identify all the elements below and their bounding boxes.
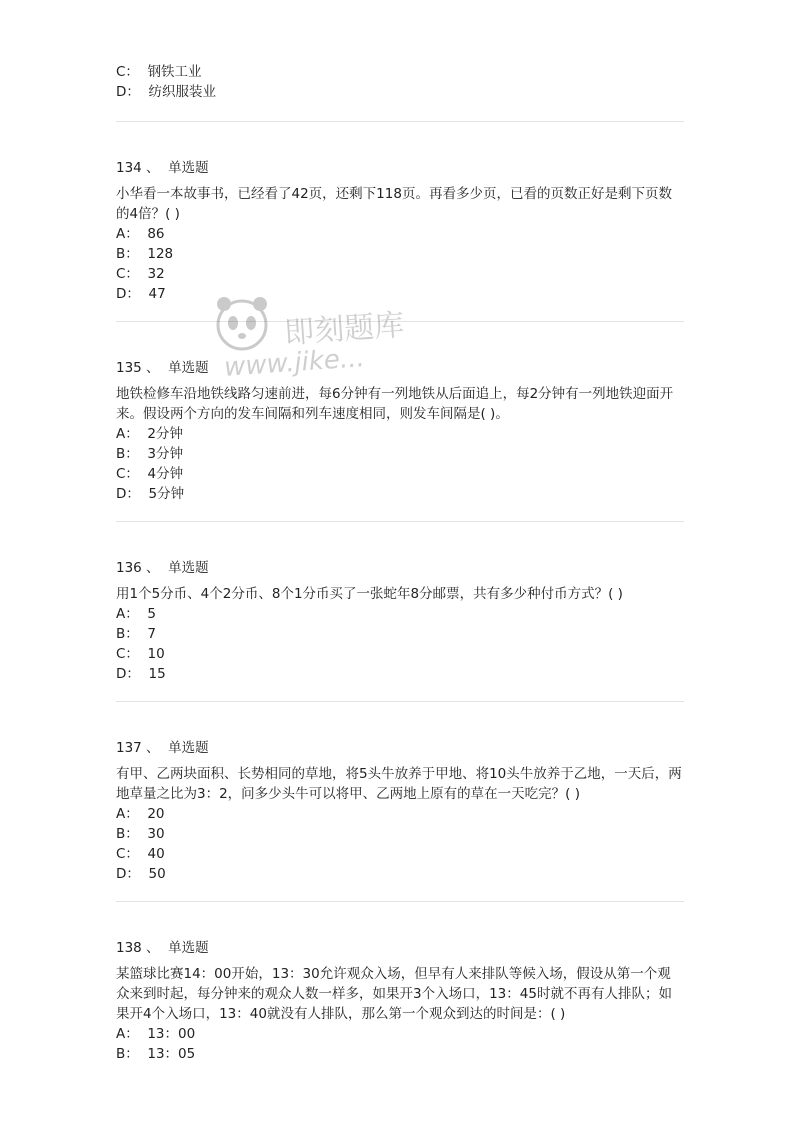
question-stem: 小华看一本故事书，已经看了42页，还剩下118页。再看多少页，已看的页数正好是剩下页数的4倍？( ) [116, 186, 672, 222]
option-c[interactable]: C： 32 [116, 266, 165, 282]
question-135 [116, 358, 684, 504]
option-d[interactable]: D： 5分钟 [116, 486, 185, 502]
option-a[interactable]: A： 13：00 [116, 1026, 196, 1042]
divider [116, 701, 684, 702]
watermark-brand: 即刻题库 [283, 307, 406, 352]
option-a[interactable]: A： 2分钟 [116, 426, 183, 442]
divider [116, 321, 684, 322]
option-a[interactable]: A： 5 [116, 606, 156, 622]
divider [116, 901, 684, 902]
question-header: 134 、 单选题 [116, 160, 209, 176]
question-header: 138 、 单选题 [116, 940, 209, 956]
option-a[interactable]: A： 20 [116, 806, 165, 822]
question-header: 135 、 单选题 [116, 360, 209, 376]
divider [116, 121, 684, 122]
divider [116, 521, 684, 522]
question-header: 136 、 单选题 [116, 560, 209, 576]
option-b[interactable]: B： 128 [116, 246, 174, 262]
option-a[interactable]: A： 86 [116, 226, 165, 242]
option-d[interactable]: D： 50 [116, 866, 166, 882]
option-c[interactable]: C： 4分钟 [116, 466, 184, 482]
question-header: 137 、 单选题 [116, 740, 209, 756]
option-d[interactable]: D： 47 [116, 286, 166, 302]
question-stem: 有甲、乙两块面积、长势相同的草地，将5头牛放养于甲地、将10头牛放养于乙地，一天后，两地草量之比为3：2，问多少头牛可以将甲、乙两地上原有的草在一天吃完？( ) [116, 766, 682, 802]
option-c: C： 钢铁工业 [116, 64, 202, 80]
question-stem: 某篮球比赛14：00开始，13：30允许观众入场，但早有人来排队等候入场，假设从第一个观众来到时起，每分钟来的观众人数一样多，如果开3个入场口，13：45时就不再有人排队；如果开4个入场口，13：40就没有人排队，那么第一个观众到达的时间是：( ) [116, 966, 672, 1022]
option-b[interactable]: B： 7 [116, 626, 156, 642]
option-d[interactable]: D： 15 [116, 666, 166, 682]
question-137 [116, 738, 684, 884]
previous-question-options [116, 62, 216, 102]
option-b[interactable]: B： 3分钟 [116, 446, 183, 462]
question-stem: 地铁检修车沿地铁线路匀速前进，每6分钟有一列地铁从后面追上，每2分钟有一列地铁迎面开来。假设两个方向的发车间隔和列车速度相同，则发车间隔是( )。 [116, 386, 674, 422]
question-stem: 用1个5分币、4个2分币、8个1分币买了一张蛇年8分邮票，共有多少种付币方式？( ) [116, 586, 623, 602]
watermark-url: www.jike... [223, 343, 366, 383]
option-b[interactable]: B： 30 [116, 826, 165, 842]
option-c[interactable]: C： 10 [116, 646, 165, 662]
question-136 [116, 558, 684, 684]
option-d: D： 纺织服装业 [116, 84, 216, 100]
option-c[interactable]: C： 40 [116, 846, 165, 862]
question-134 [116, 158, 684, 304]
option-b[interactable]: B： 13：05 [116, 1046, 196, 1062]
question-138 [116, 938, 684, 1064]
